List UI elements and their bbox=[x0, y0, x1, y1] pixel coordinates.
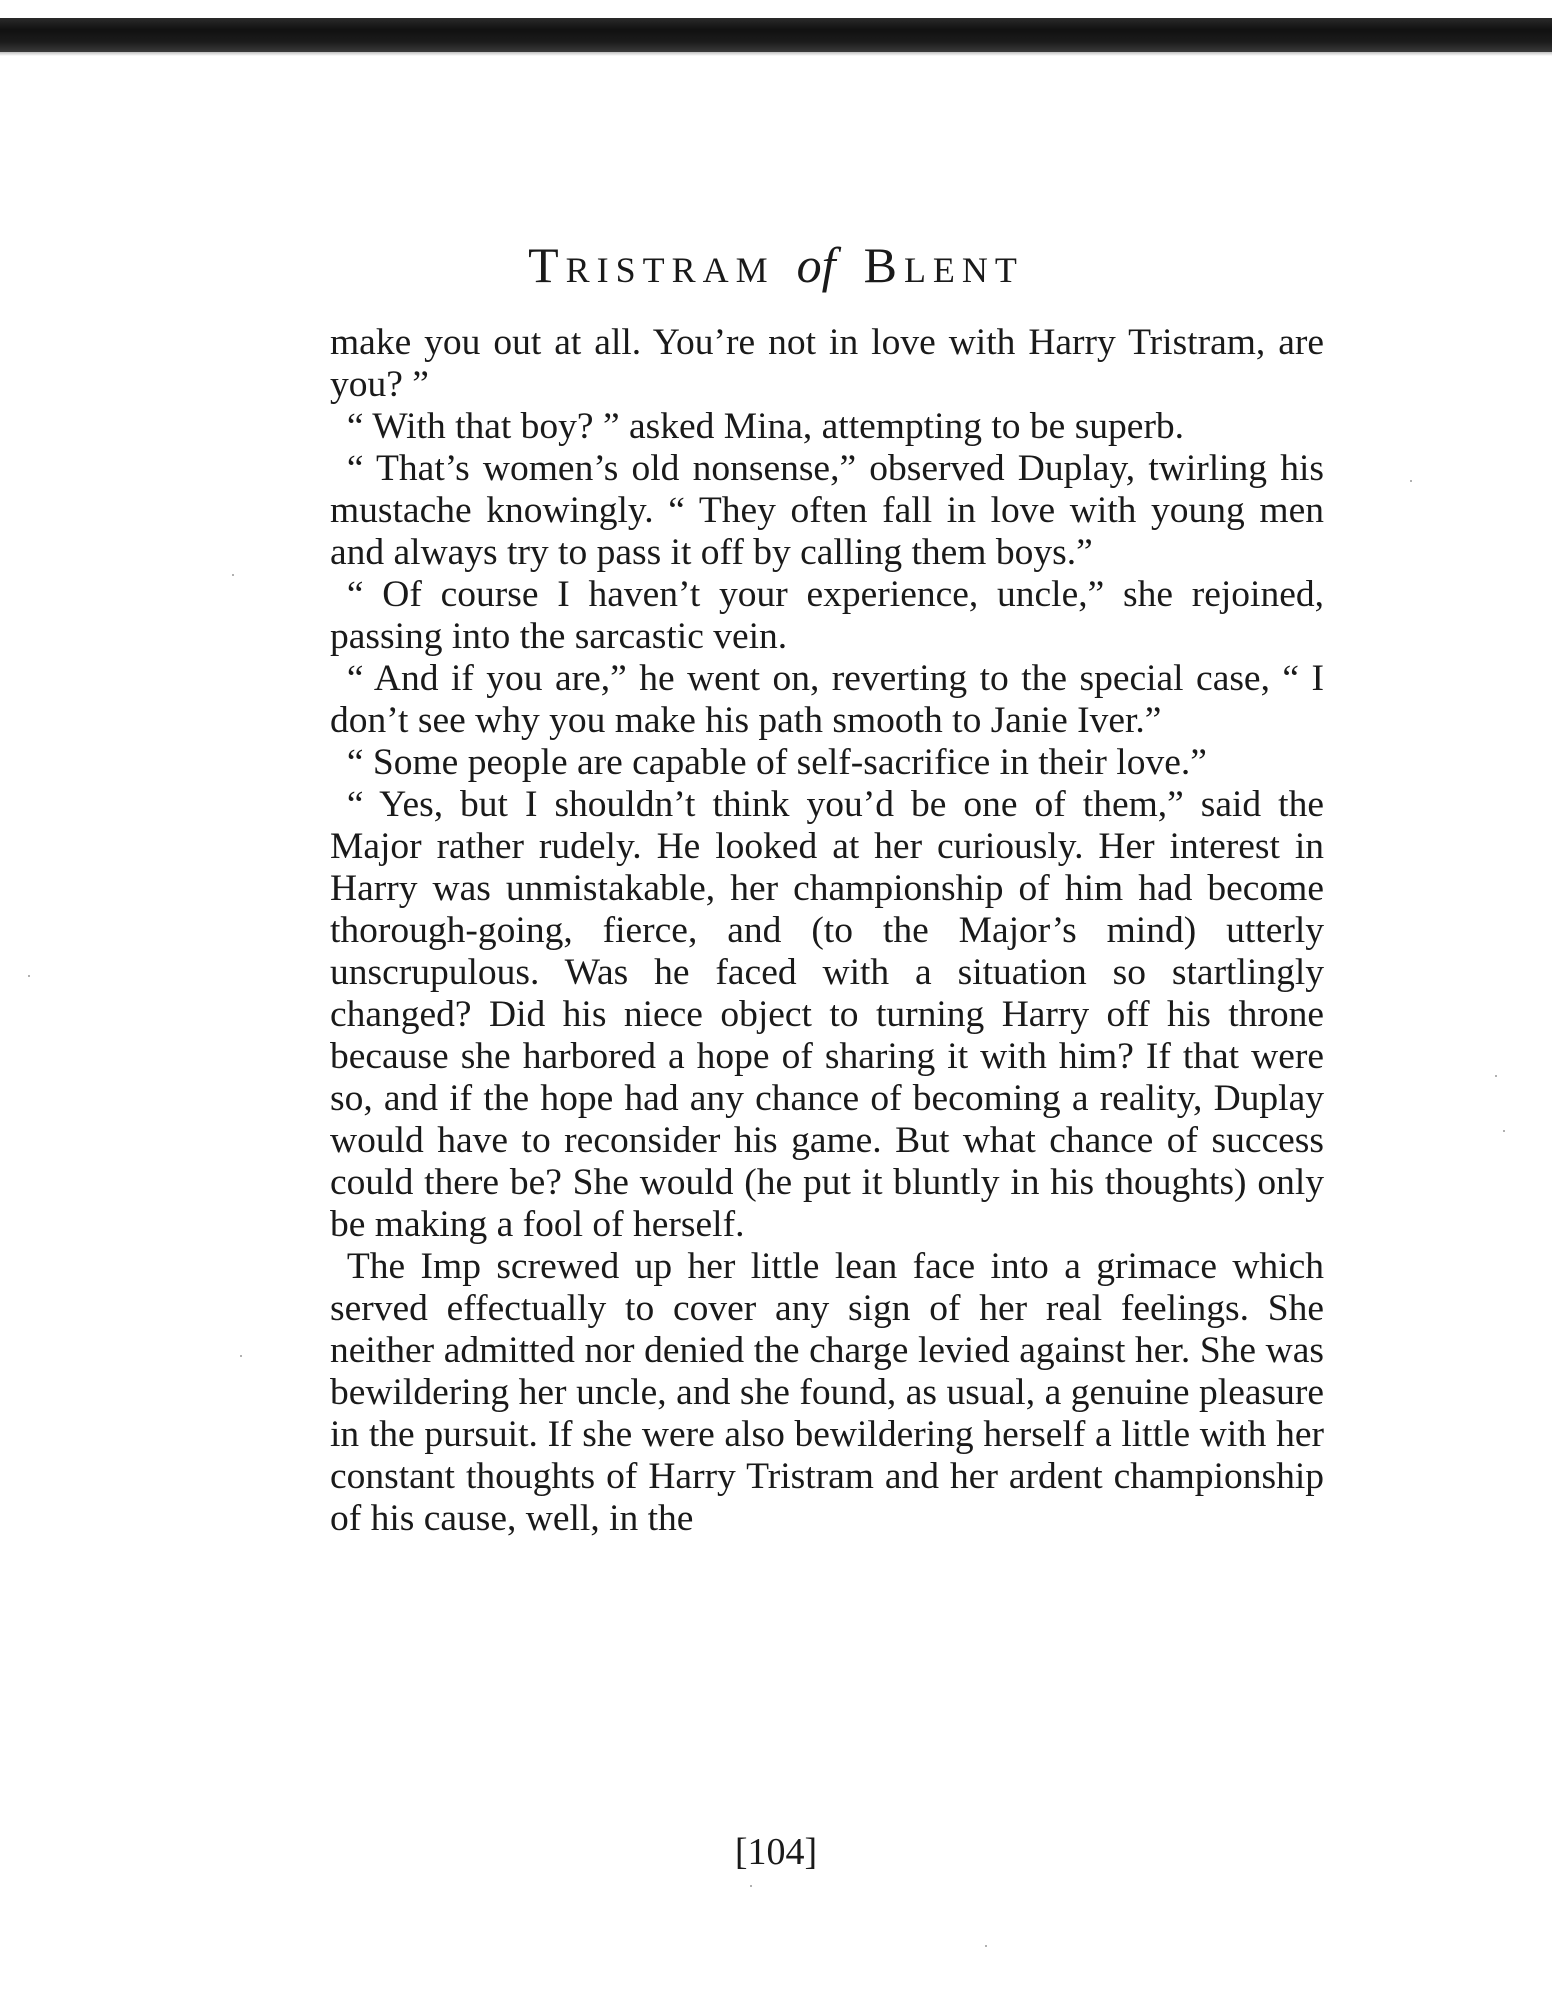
scan-speck bbox=[240, 1355, 242, 1357]
scan-speck bbox=[232, 574, 234, 576]
scan-speck bbox=[985, 1945, 987, 1947]
scan-speck bbox=[1410, 480, 1412, 482]
paragraph: “ That’s women’s old nonsense,” observed Duplay, twirling his mustache knowingly. “ They often fall in love with young men and always try to pass it off by calling them boys.” bbox=[330, 448, 1324, 573]
scan-speck bbox=[1495, 1075, 1497, 1077]
running-head bbox=[0, 236, 1552, 294]
running-head-initial-1: T bbox=[528, 237, 566, 293]
paragraph: make you out at all. You’re not in love with Harry Tristram, are you? ” bbox=[330, 322, 1324, 405]
scan-speck bbox=[750, 1885, 752, 1887]
running-head-word-1: RISTRAM bbox=[565, 250, 775, 290]
paragraph: “ Yes, but I shouldn’t think you’d be one of them,” said the Major rather rudely. He looked at her curiously. Her interest in Harry was unmistakable, her championship of him had become thorough-going, fierce, and (to the Major’s mind) utterly unscrupulous. Was he faced with a situation so startlingly changed? Did his niece object to turning Harry off his throne because she harbored a hope of sharing it with him? If that were so, and if the hope had any chance of becoming a reality, Duplay would have to reconsider his game. But what chance of success could there be? She would (he put it bluntly in his thoughts) only be making a fool of herself. bbox=[330, 784, 1324, 1245]
paragraph: The Imp screwed up her little lean face into a grimace which served effectually to cover any sign of her real feelings. She neither admitted nor denied the charge levied against her. She was bewildering her uncle, and she found, as usual, a genuine pleasure in the pursuit. If she were also bewildering herself a little with her constant thoughts of Harry Tristram and her ardent championship of his cause, well, in the bbox=[330, 1246, 1324, 1539]
running-head-word-2: LENT bbox=[903, 250, 1024, 290]
scan-speck bbox=[1503, 1130, 1505, 1132]
paragraph: “ Some people are capable of self-sacrifice in their love.” bbox=[346, 742, 1207, 783]
scan-edge-bar bbox=[0, 18, 1552, 52]
paragraph: “ Of course I haven’t your experience, uncle,” she rejoined, passing into the sarcastic vein. bbox=[330, 574, 1324, 657]
scan-speck bbox=[28, 975, 30, 977]
paragraph: “ With that boy? ” asked Mina, attempting to be superb. bbox=[346, 406, 1185, 447]
body-text bbox=[330, 322, 1324, 1540]
running-head-connector: of bbox=[796, 237, 836, 293]
running-head-initial-2: B bbox=[863, 237, 904, 293]
page-number: [104] bbox=[734, 1831, 818, 1873]
paragraph: “ And if you are,” he went on, reverting to the special case, “ I don’t see why you make his path smooth to Janie Iver.” bbox=[330, 658, 1324, 741]
